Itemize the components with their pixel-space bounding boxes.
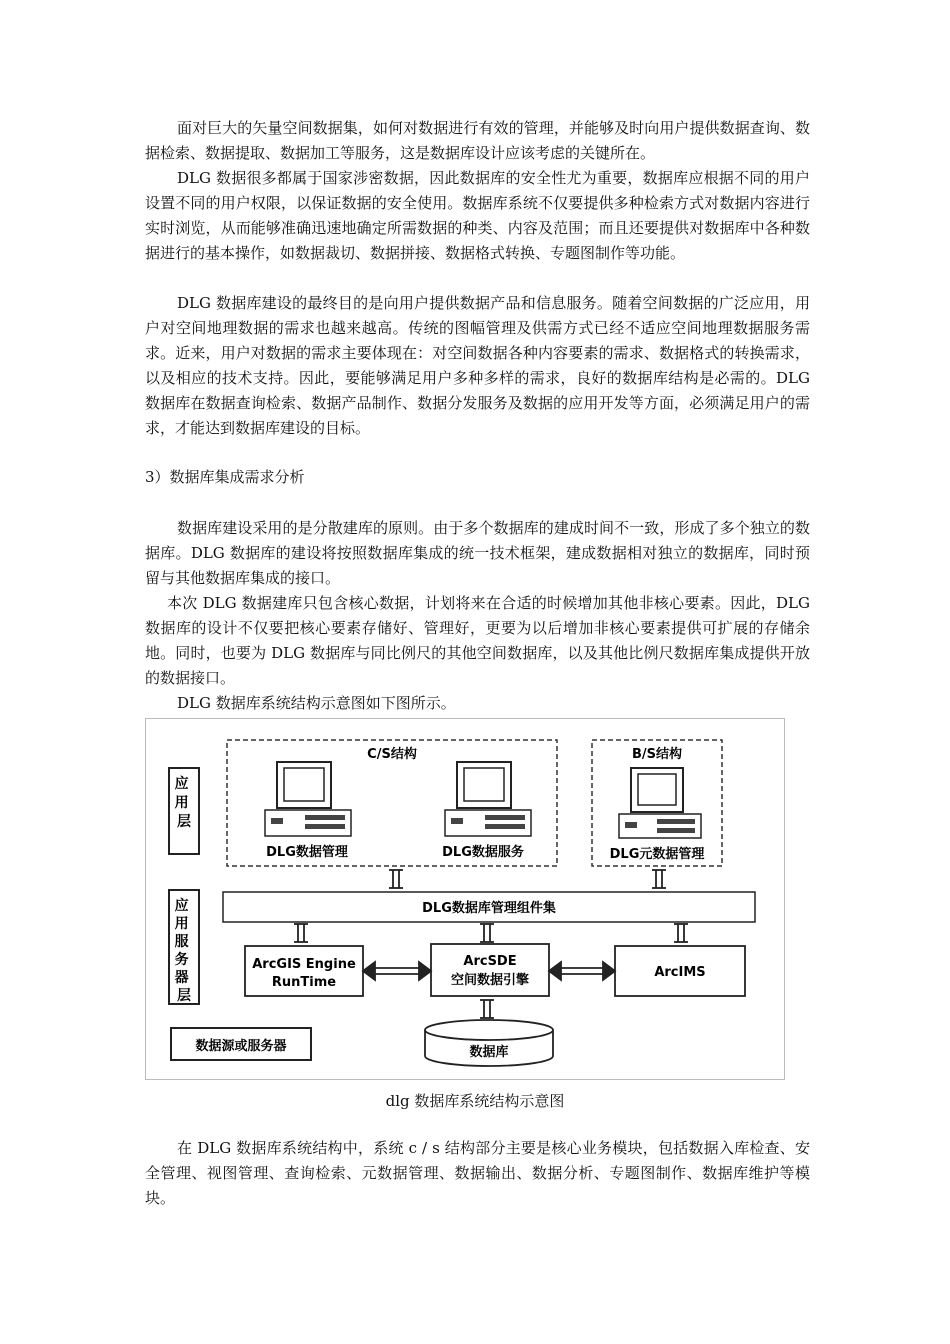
- arcgis-engine-label-2: RunTime: [271, 975, 337, 990]
- service-layer-char-4: 务: [174, 952, 189, 968]
- paragraph-5: 本次 DLG 数据建库只包含核心数据，计划将来在合适的时候增加其他非核心要素。因此，DLG 数据库的设计不仅要把核心要素存储好、管理好，更要为以后增加非核心要素提供可扩展的存储余地。同时，也要为 DLG 数据库与同比例尺的其他空间数据库，以及其他比例尺数据库集成提供开放的数据接口。: [145, 594, 810, 687]
- pc-label-metadata-management: DLG元数据管理: [609, 847, 705, 862]
- datasource-label: 数据源或服务器: [195, 1039, 287, 1054]
- app-layer-char-2: 用: [174, 795, 189, 811]
- pc-label-data-management: DLG数据管理: [266, 845, 348, 860]
- paragraph-6: DLG 数据库系统结构示意图如下图所示。: [177, 694, 456, 712]
- system-architecture-diagram: [145, 718, 785, 1080]
- app-layer-char-3: 层: [177, 814, 191, 830]
- app-layer-char-1: 应: [174, 776, 189, 792]
- paragraph-3: DLG 数据库建设的最终目的是向用户提供数据产品和信息服务。随着空间数据的广泛应用，用户对空间地理数据的需求也越来越高。传统的图幅管理及供需方式已经不适应空间地理数据服务需求。近来，用户对数据的需求主要体现在：对空间数据各种内容要素的需求、数据格式的转换需求，以及相应的技术支持。因此，要能够满足用户多种多样的需求，良好的数据库结构是必需的。DLG 数据库在数据查询检索、数据产品制作、数据分发服务及数据的应用开发等方面，必须满足用户的需求，才能达到数据库建设的目标。: [145, 294, 810, 437]
- pc-label-data-service: DLG数据服务: [442, 845, 524, 860]
- arcims-label: ArcIMS: [654, 965, 706, 980]
- arcsde-label-1: ArcSDE: [463, 954, 517, 969]
- service-layer-char-2: 用: [174, 916, 189, 932]
- bs-label: B/S结构: [631, 747, 683, 762]
- app-layer-label: [175, 775, 194, 830]
- paragraph-7: 在 DLG 数据库系统结构中，系统 c / s 结构部分主要是核心业务模块，包括数据入库检查、安全管理、视图管理、查询检索、元数据管理、数据输出、数据分析、专题图制作、数据库维护等模块。: [145, 1139, 810, 1207]
- arcsde-label-2: 空间数据引擎: [450, 973, 530, 988]
- arcsde-box: [431, 944, 549, 996]
- arcgis-engine-label-1: ArcGIS Engine: [252, 957, 356, 972]
- paragraph-2: DLG 数据很多都属于国家涉密数据，因此数据库的安全性尤为重要，数据库应根据不同的用户设置不同的用户权限，以保证数据的安全使用。数据库系统不仅要提供多种检索方式对数据内容进行实时浏览，从而能够准确迅速地确定所需数据的种类、内容及范围；而且还要提供对数据库中各种数据进行的基本操作，如数据裁切、数据拼接、数据格式转换、专题图制作等功能。: [145, 169, 810, 262]
- service-layer-char-6: 层: [177, 988, 191, 1004]
- service-layer-char-5: 器: [174, 970, 189, 986]
- paragraph-4: 数据库建设采用的是分散建库的原则。由于多个数据库的建成时间不一致，形成了多个独立的数据库。DLG 数据库的建设将按照数据库集成的统一技术框架，建成数据相对独立的数据库，同时预留与其他数据库集成的接口。: [145, 519, 810, 587]
- figure-caption: dlg 数据库系统结构示意图: [385, 1092, 565, 1110]
- section-heading: 3）数据库集成需求分析: [145, 468, 305, 486]
- database-label: 数据库: [469, 1045, 509, 1060]
- cs-label: C/S结构: [367, 747, 417, 762]
- service-layer-char-3: 服: [174, 934, 189, 950]
- service-layer-char-1: 应: [174, 898, 189, 914]
- component-set-label: DLG数据库管理组件集: [422, 901, 556, 916]
- paragraph-1: 面对巨大的矢量空间数据集，如何对数据进行有效的管理，并能够及时向用户提供数据查询、数据检索、数据提取、数据加工等服务，这是数据库设计应该考虑的关键所在。: [145, 119, 810, 162]
